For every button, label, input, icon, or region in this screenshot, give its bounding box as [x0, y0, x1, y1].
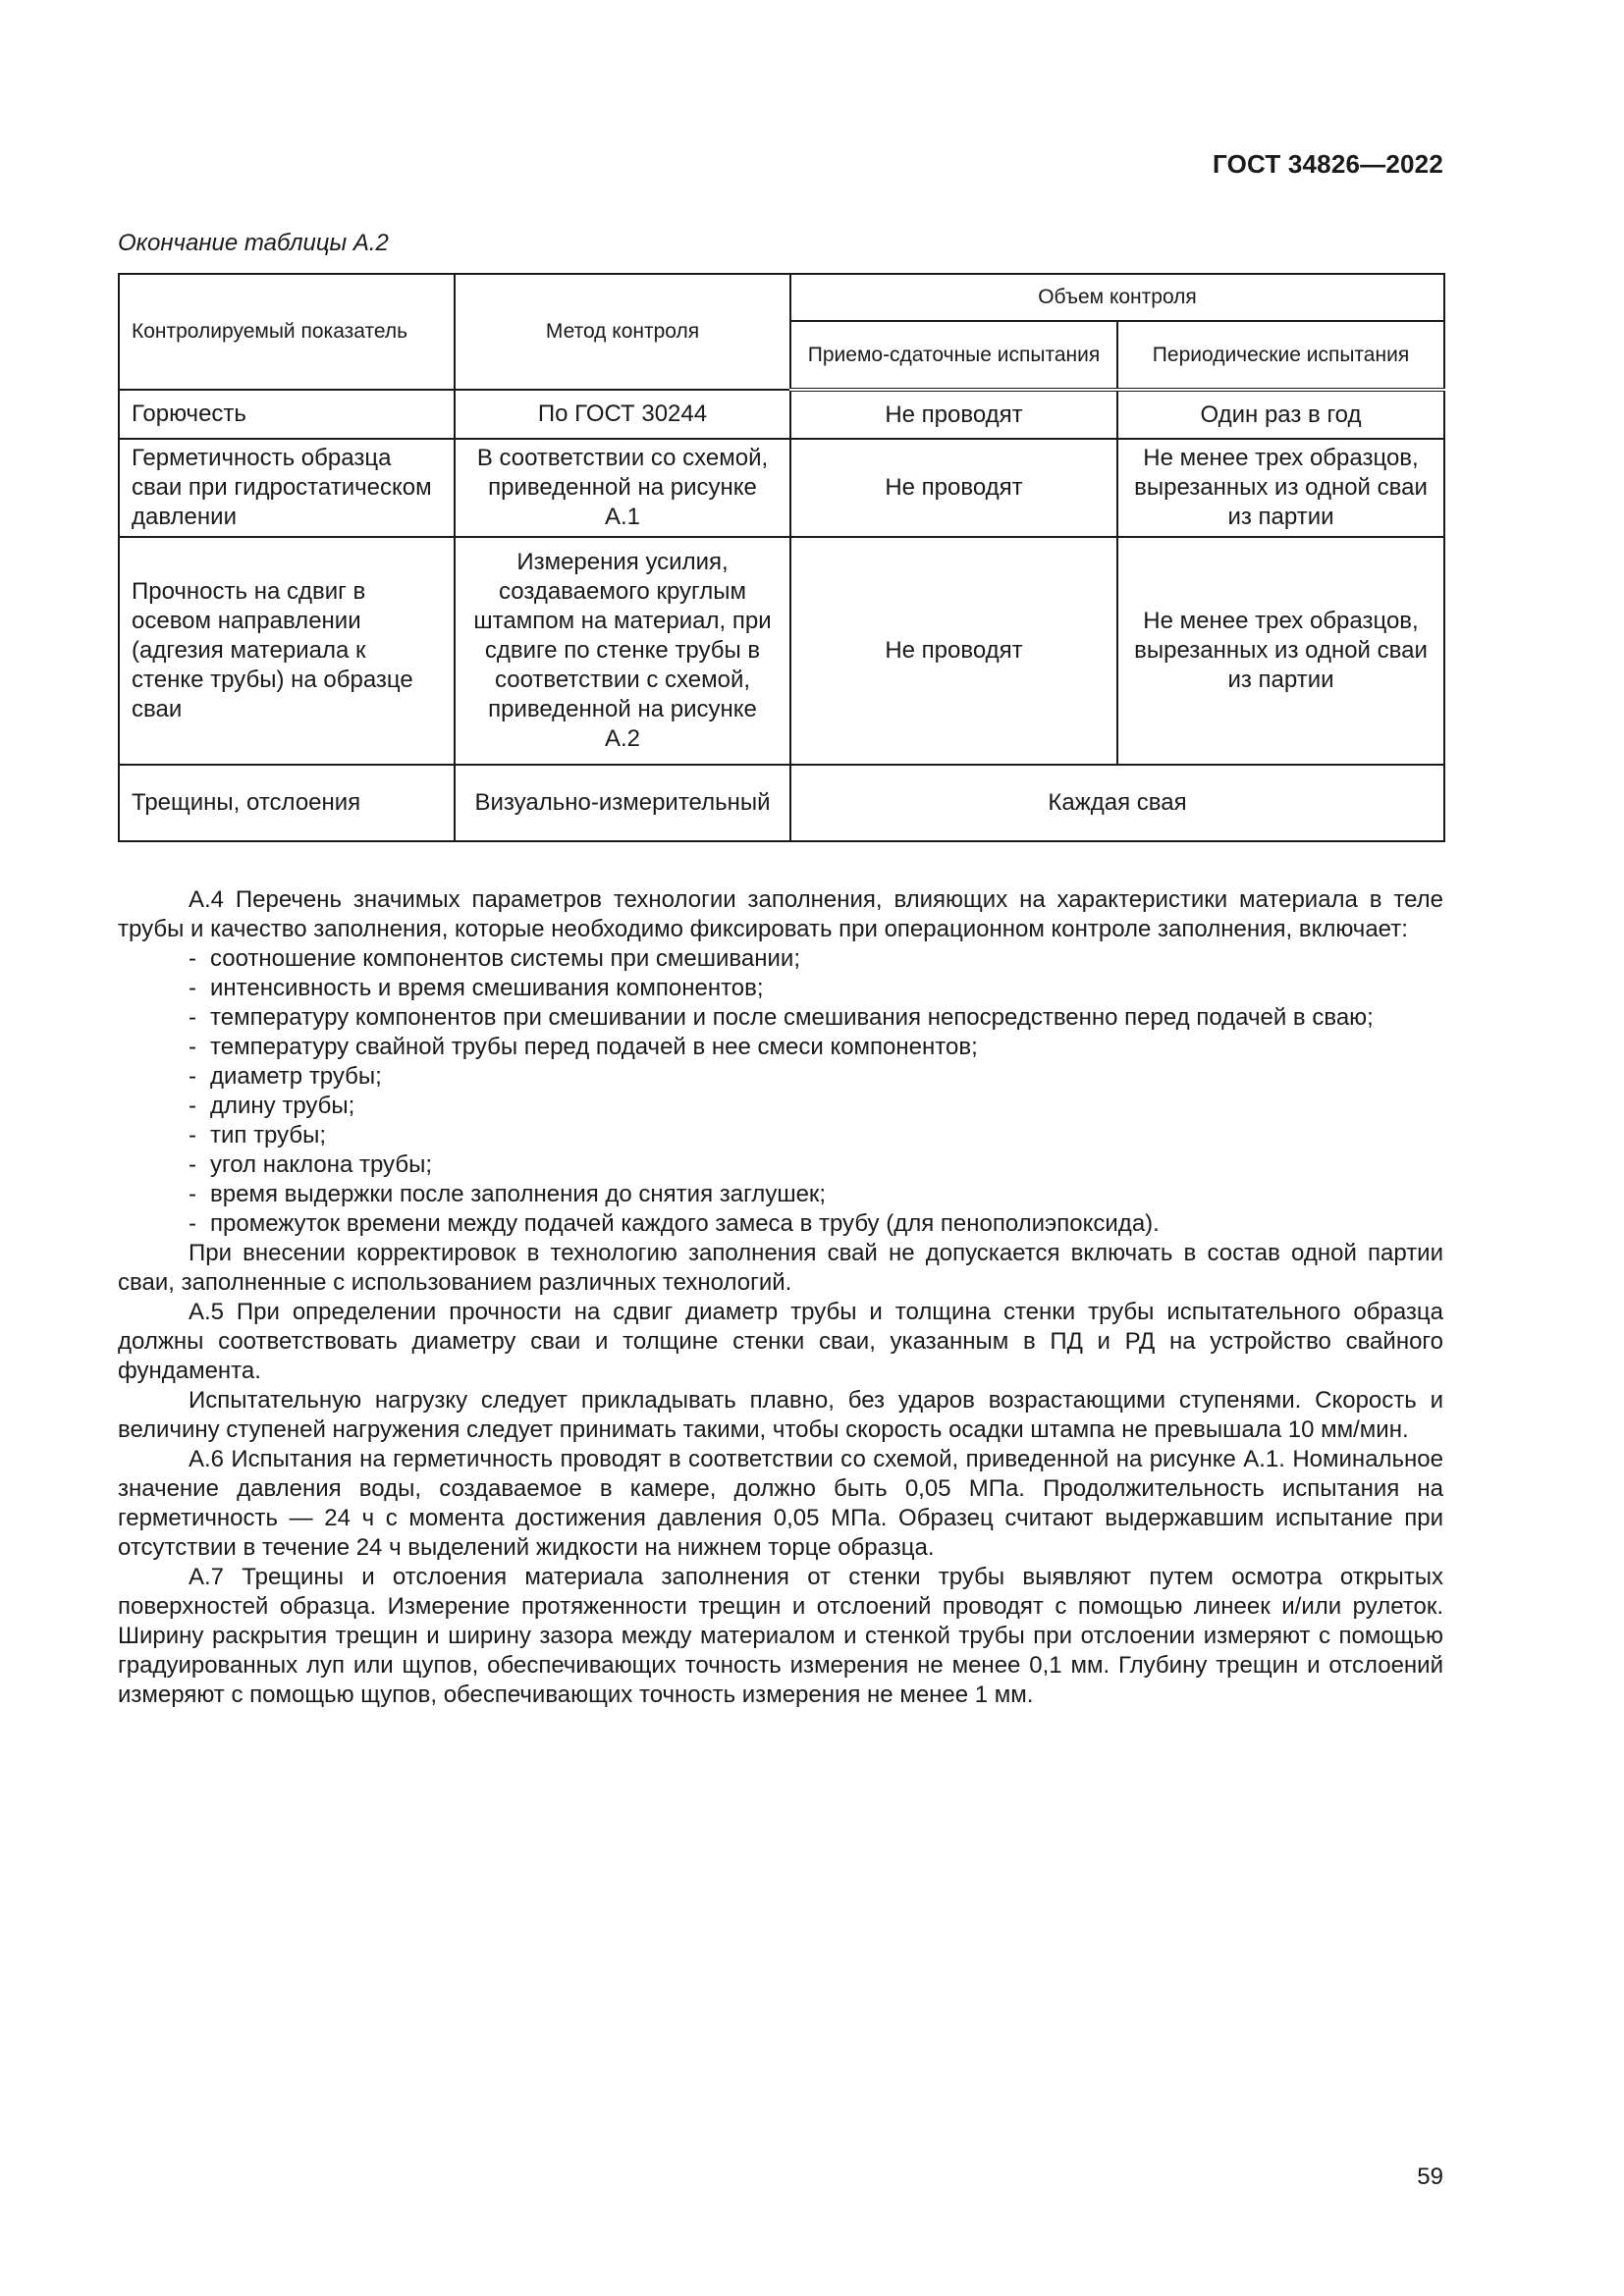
- cell-parameter: Горючесть: [119, 390, 455, 439]
- list-dash: -: [189, 945, 196, 972]
- list-item-text: интенсивность и время смешивания компонентов;: [210, 975, 764, 1001]
- list-dash: -: [189, 1063, 196, 1090]
- list-item: [118, 1150, 1443, 1180]
- col-header-acceptance: Приемо-сдаточные испытания: [790, 321, 1117, 390]
- cell-periodic: Не менее трех образцов, вырезанных из одной сваи из партии: [1117, 439, 1444, 537]
- list-dash: -: [189, 1034, 196, 1060]
- list-dash: -: [189, 1004, 196, 1031]
- paragraph-a4-intro: А.4 Перечень значимых параметров технологии заполнения, влияющих на характеристики материала в теле трубы и качество заполнения, которые необходимо фиксировать при операционном контроле заполнения, включает:: [118, 886, 1443, 942]
- list-item: [118, 1092, 1443, 1121]
- cell-acceptance: Не проводят: [790, 537, 1117, 765]
- list-item-text: соотношение компонентов системы при смешивании;: [210, 945, 800, 972]
- col-header-scope: Объем контроля: [790, 274, 1444, 321]
- col-header-periodic: Периодические испытания: [1117, 321, 1444, 390]
- cell-method: Измерения усилия, создаваемого круглым штампом на материал, при сдвиге по стенке трубы в соответствии с схемой, приведенной на рисунке А.2: [455, 537, 790, 765]
- list-item: [118, 1062, 1443, 1092]
- list-item-text: диаметр трубы;: [210, 1063, 382, 1090]
- cell-scope-merged: Каждая свая: [790, 765, 1444, 841]
- list-item-text: тип трубы;: [210, 1122, 327, 1148]
- list-dash: -: [189, 1151, 196, 1178]
- list-item: [118, 1121, 1443, 1150]
- cell-acceptance: Не проводят: [790, 439, 1117, 537]
- table-row: [119, 439, 1444, 537]
- paragraph-a7: А.7 Трещины и отслоения материала заполнения от стенки трубы выявляют путем осмотра открытых поверхностей образца. Измерение протяженности трещин и отслоений проводят с помощью линеек и/или рулеток. Ширину раскрытия трещин и ширину зазора между материалом и стенкой трубы при отслоении измеряют с помощью градуированных луп или щупов, обеспечивающих точность измерения не менее 0,1 мм. Глубину трещин и отслоений измеряют с помощью щупов, обеспечивающих точность измерения не менее 1 мм.: [118, 1564, 1443, 1708]
- list-dash: -: [189, 1210, 196, 1237]
- body-text: [118, 885, 1443, 1710]
- list-dash: -: [189, 1122, 196, 1148]
- table-row: [119, 537, 1444, 765]
- list-item: [118, 1033, 1443, 1062]
- cell-parameter: Герметичность образца сваи при гидростатическом давлении: [119, 439, 455, 537]
- cell-periodic: Один раз в год: [1117, 390, 1444, 439]
- cell-acceptance: Не проводят: [790, 390, 1117, 439]
- list-item: [118, 1003, 1443, 1033]
- page-number: 59: [1417, 2163, 1443, 2190]
- list-item-text: температуру свайной трубы перед подачей в нее смеси компонентов;: [210, 1034, 978, 1060]
- cell-method: Визуально-измерительный: [455, 765, 790, 841]
- list-item-text: длину трубы;: [210, 1093, 355, 1119]
- list-item-text: промежуток времени между подачей каждого замеса в трубу (для пенополиэпоксида).: [210, 1210, 1160, 1237]
- list-item: [118, 1180, 1443, 1209]
- table-caption: Окончание таблицы А.2: [118, 230, 389, 256]
- list-dash: -: [189, 1181, 196, 1207]
- cell-periodic: Не менее трех образцов, вырезанных из одной сваи из партии: [1117, 537, 1444, 765]
- control-table: [118, 273, 1445, 842]
- list-item: [118, 944, 1443, 974]
- list-dash: -: [189, 1093, 196, 1119]
- list-item: [118, 974, 1443, 1003]
- paragraph-a4-note: При внесении корректировок в технологию заполнения свай не допускается включать в состав одной партии сваи, заполненные с использованием различных технологий.: [118, 1240, 1443, 1296]
- list-item-text: угол наклона трубы;: [210, 1151, 432, 1178]
- list-item-text: время выдержки после заполнения до снятия заглушек;: [210, 1181, 827, 1207]
- table-row: [119, 390, 1444, 439]
- paragraph-a6: А.6 Испытания на герметичность проводят в соответствии со схемой, приведенной на рисунке А.1. Номинальное значение давления воды, создаваемое в камере, должно быть 0,05 МПа. Продолжительность испытания на герметичность — 24 ч с момента достижения давления 0,05 МПа. Образец считают выдержавшим испытание при отсутствии в течение 24 ч выделений жидкости на нижнем торце образца.: [118, 1446, 1443, 1561]
- paragraph-a5-load: Испытательную нагрузку следует прикладывать плавно, без ударов возрастающими ступенями. Скорость и величину ступеней нагружения следует принимать такими, чтобы скорость осадки штампа не превышала 10 мм/мин.: [118, 1387, 1443, 1443]
- list-item: [118, 1209, 1443, 1239]
- standard-number: ГОСТ 34826—2022: [1213, 149, 1443, 179]
- cell-method: По ГОСТ 30244: [455, 390, 790, 439]
- cell-method: В соответствии со схемой, приведенной на рисунке А.1: [455, 439, 790, 537]
- paragraph-a5: А.5 При определении прочности на сдвиг диаметр трубы и толщина стенки трубы испытательного образца должны соответствовать диаметру сваи и толщине стенки сваи, указанным в ПД и РД на устройство свайного фундамента.: [118, 1299, 1443, 1384]
- list-dash: -: [189, 975, 196, 1001]
- list-item-text: температуру компонентов при смешивании и после смешивания непосредственно перед подачей в сваю;: [210, 1004, 1374, 1031]
- cell-parameter: Трещины, отслоения: [119, 765, 455, 841]
- cell-parameter: Прочность на сдвиг в осевом направлении (адгезия материала к стенке трубы) на образце сваи: [119, 537, 455, 765]
- col-header-method: Метод контроля: [455, 274, 790, 390]
- table-row: [119, 765, 1444, 841]
- col-header-parameter: Контролируемый показатель: [119, 274, 455, 390]
